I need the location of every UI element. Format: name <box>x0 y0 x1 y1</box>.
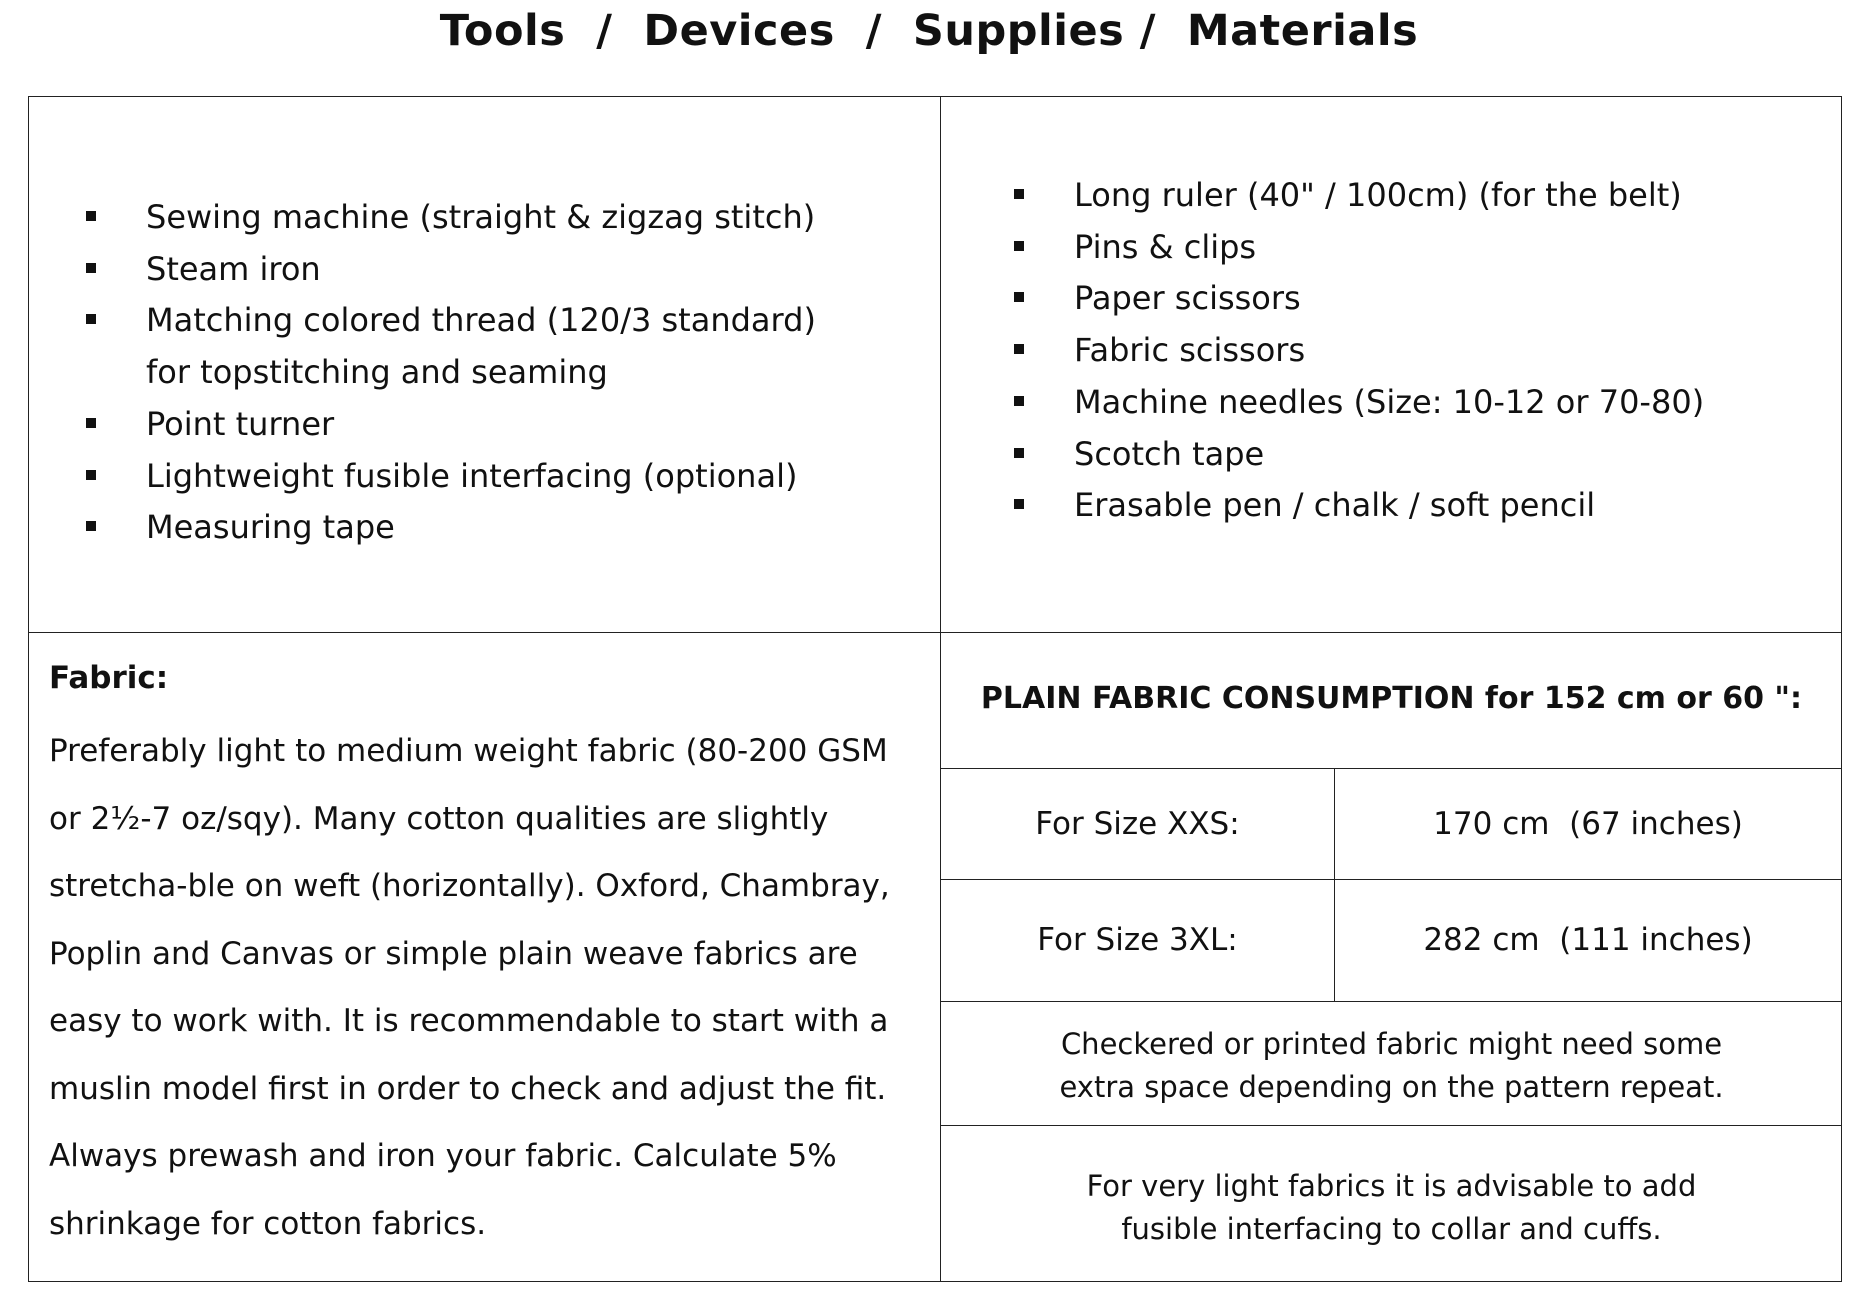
page-title: Tools / Devices / Supplies / Materials <box>439 6 1419 56</box>
row-divider <box>28 632 1842 633</box>
list-item: Matching colored thread (120/3 standard) for topstitching and seaming <box>86 295 866 398</box>
size-column-divider <box>1334 769 1335 1002</box>
list-item: Point turner <box>86 399 866 451</box>
list-item: Measuring tape <box>86 502 866 554</box>
size-label-xxs: For Size XXS: <box>1035 806 1240 842</box>
tools-list-left <box>86 192 866 554</box>
list-item: Steam iron <box>86 244 866 296</box>
consumption-divider-3 <box>941 1001 1842 1002</box>
size-value-xxs: 170 cm (67 inches) <box>1433 806 1743 842</box>
list-item: Lightweight fusible interfacing (optional) <box>86 451 866 503</box>
list-item: Erasable pen / chalk / soft pencil <box>1014 480 1814 532</box>
list-item: Fabric scissors <box>1014 325 1814 377</box>
list-item: Scotch tape <box>1014 429 1814 481</box>
fabric-heading: Fabric: <box>49 660 169 696</box>
interfacing-note: For very light fabrics it is advisable to add fusible interfacing to collar and cuffs. <box>1086 1169 1697 1246</box>
list-item: Machine needles (Size: 10-12 or 70-80) <box>1014 377 1814 429</box>
size-value-3xl: 282 cm (111 inches) <box>1423 922 1753 958</box>
consumption-heading: PLAIN FABRIC CONSUMPTION for 152 cm or 60 ": <box>980 681 1803 716</box>
list-item: Sewing machine (straight & zigzag stitch) <box>86 192 866 244</box>
size-label-3xl: For Size 3XL: <box>1037 922 1238 958</box>
list-item: Paper scissors <box>1014 273 1814 325</box>
list-item: Long ruler (40" / 100cm) (for the belt) <box>1014 170 1814 222</box>
consumption-divider-1 <box>941 768 1842 769</box>
pattern-repeat-note: Checkered or printed fabric might need some extra space depending on the pattern repeat. <box>1059 1027 1724 1104</box>
consumption-divider-2 <box>941 879 1842 880</box>
tools-list-right <box>1014 170 1814 532</box>
consumption-divider-4 <box>941 1125 1842 1126</box>
list-item: Pins & clips <box>1014 222 1814 274</box>
fabric-description: Preferably light to medium weight fabric (80-200 GSM or 2½-7 oz/sqy). Many cotton qualities are slightly stretcha-ble on weft (horizontally). Oxford, Chambray, Poplin and Canvas or simple plain weave fabrics are easy to work with. It is recommendable to start with a muslin model first in order to check and adjust the fit. Always prewash and iron your fabric. Calculate 5% shrinkage for cotton fabrics. <box>49 733 890 1242</box>
